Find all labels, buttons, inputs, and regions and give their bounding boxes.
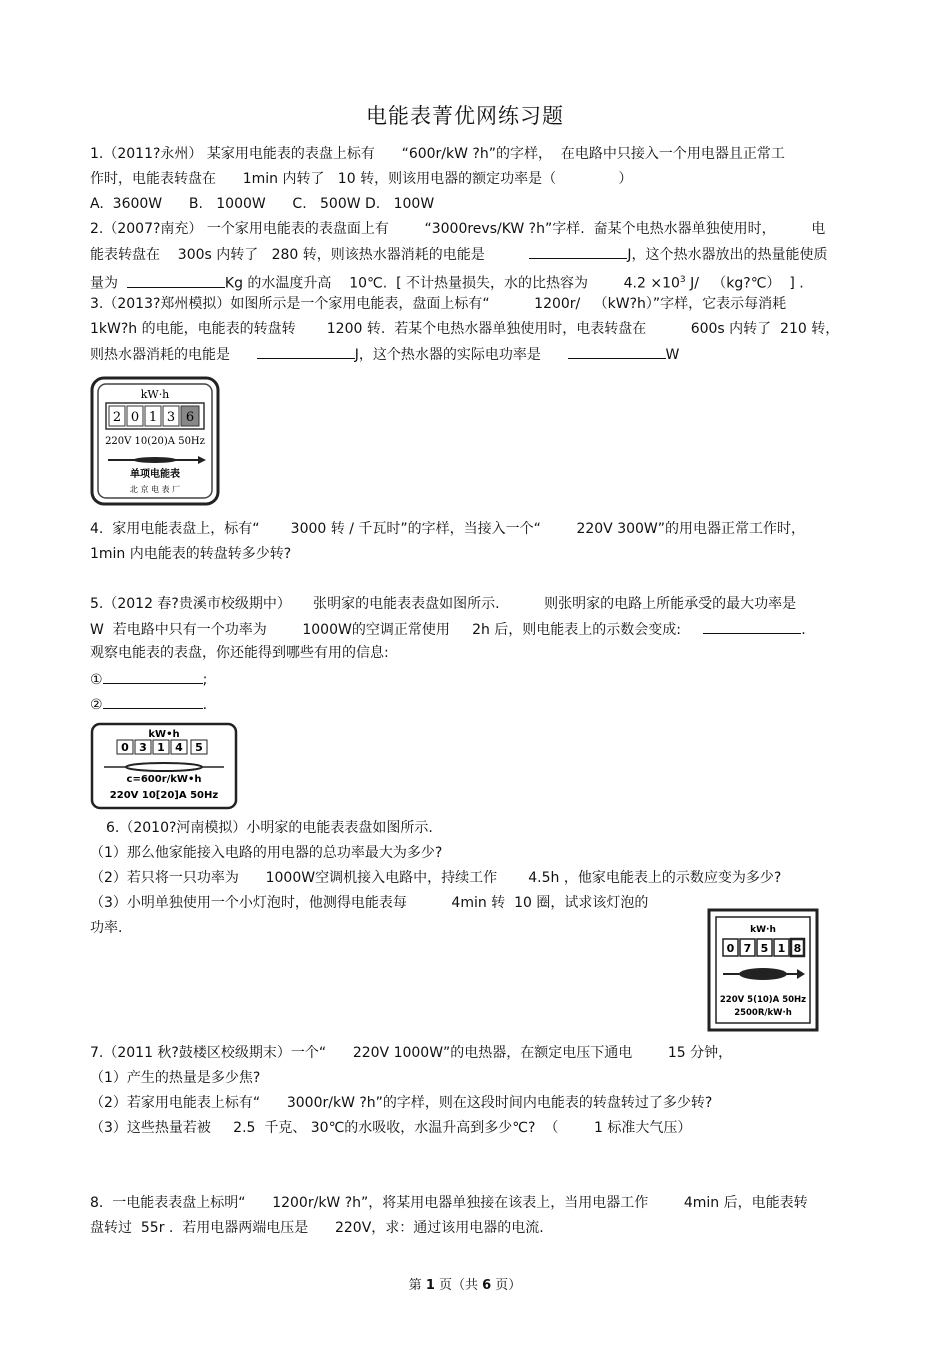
meter3-digit: 1: [777, 942, 786, 955]
meter2-digit: 1: [157, 741, 165, 754]
meter2-rate: c=600r/kW•h: [126, 774, 202, 785]
q8-line-2: 盘转过 55r . 若用电器两端电压是 220V，求：通过该用电器的电流.: [90, 1220, 544, 1236]
q5-info-1-end: ;: [202, 672, 208, 688]
q2-line-3-tail: J/ （kg?℃） ] .: [685, 275, 804, 292]
meter1-digit: 0: [130, 410, 140, 425]
q2-blank-energy[interactable]: [529, 244, 627, 259]
page-footer: [0, 1274, 930, 1293]
meter1-digit: 3: [166, 410, 176, 425]
meter2-digit: 0: [121, 741, 129, 754]
meter3-unit: kW·h: [750, 925, 776, 935]
meter1-unit: kW·h: [140, 388, 170, 401]
meter1-spec: 220V 10(20)A 50Hz: [105, 436, 205, 447]
meter2-digit: 5: [195, 741, 203, 754]
q3-line-3-unit: W: [665, 347, 680, 363]
q5-info-1: [90, 669, 207, 690]
q7-line-1: 7.（2011 秋?鼓楼区校级期末）一个“ 220V 1000W”的电热器，在额定电压下通电 15 分钟，: [90, 1045, 733, 1061]
q6-line-3: （2）若只将一只功率为 1000W空调机接入电路中，持续工作 4.5h ，他家电能表上的示数应变为多少?: [90, 870, 782, 886]
q7-line-3: （2）若家用电能表上标有“ 3000r/kW ?h”的字样，则在这段时间内电能表的转盘转过了多少转?: [90, 1095, 713, 1111]
q5-line-1: 5.（2012 春?贵溪市校级期中） 张明家的电能表表盘如图所示. 则张明家的电路上所能承受的最大功率是: [90, 596, 797, 612]
meter2-unit: kW•h: [148, 729, 180, 740]
footer-suffix: 页）: [491, 1278, 522, 1293]
meter2-disc: [126, 763, 202, 771]
meter2-digits: [117, 740, 207, 754]
footer-middle: 页（共: [434, 1278, 483, 1293]
q1-options: A. 3600W B. 1000W C. 500W D. 100W: [90, 196, 435, 212]
electric-meter-figure-3: [707, 908, 819, 1032]
meter2-digit: 4: [175, 741, 183, 754]
q3-blank-power[interactable]: [568, 344, 666, 359]
q5-info-2-end: .: [202, 697, 208, 713]
q2-line-1: 2.（2007?南充） 一个家用电能表的表盘面上有 “3000revs/KW ?h”字样. 奤某个电热水器单独使用时， 电: [90, 221, 826, 237]
meter3-digits: [723, 939, 804, 956]
q5-line-2: [90, 619, 806, 640]
q3-blank-energy[interactable]: [257, 344, 355, 359]
meter1-digit: 2: [112, 410, 122, 425]
meter3-digit: 7: [743, 942, 752, 955]
q5-line-3: 观察电能表的表盘，你还能得到哪些有用的信息:: [90, 645, 389, 661]
q6-line-5: 功率.: [90, 920, 123, 936]
q6-line-2: （1）那么他家能接入电路的用电器的总功率最大为多少?: [90, 845, 443, 861]
meter3-rate: 2500R/kW·h: [734, 1008, 792, 1018]
q5-line-2-text: W 若电路中只有一个功率为 1000W的空调正常使用 2h 后，则电能表上的示数会变成:: [90, 622, 682, 638]
meter2-spec: 220V 10[20]A 50Hz: [109, 790, 219, 801]
meter1-digits: [109, 406, 199, 426]
q5-info-2: [90, 694, 207, 715]
meter2-digit: 3: [139, 741, 147, 754]
meter1-digit: 1: [148, 410, 158, 425]
meter1-name: 单项电能表: [130, 469, 180, 480]
q2-line-2-text: 能表转盘在 300s 内转了 280 转，则该热水器消耗的电能是: [90, 247, 485, 263]
q1-line-1: 1.（2011?永州） 某家用电能表的表盘上标有 “600r/kW ?h”的字样， 在电路中只接入一个用电器且正常工: [90, 146, 785, 162]
q3-line-3-text: 则热水器消耗的电能是: [90, 347, 230, 363]
q4-line-2: 1min 内电能表的转盘转多少转?: [90, 546, 292, 562]
q5-line-2-tail: .: [801, 622, 806, 638]
q7-line-2: （1）产生的热量是多少焦?: [90, 1070, 261, 1086]
q4-line-1: 4. 家用电能表盘上，标有“ 3000 转 / 千瓦时”的字样，当接入一个“ 220V 300W”的用电器正常工作时，: [90, 521, 806, 537]
q2-blank-mass[interactable]: [127, 273, 225, 288]
meter1-digit: 6: [185, 410, 195, 425]
meter3-digit: 0: [726, 942, 735, 955]
footer-page-total: 6: [482, 1278, 492, 1293]
meter1-maker: 北 京 电 表 厂: [129, 485, 181, 494]
electric-meter-figure-2: [90, 722, 238, 810]
q3-line-1: 3.（2013?郑州模拟）如图所示是一个家用电能表，盘面上标有“ 1200r/ （kW?h）”字样，它表示每消耗: [90, 296, 787, 312]
q3-line-3: [90, 344, 679, 365]
q7-line-4: （3）这些热量若被 2.5 千克、 30℃的水吸收，水温升高到多少℃? （ 1 标准大气压）: [90, 1120, 692, 1136]
q8-line-1: 8. 一电能表表盘上标明“ 1200r/kW ?h”，将某用电器单独接在该表上，当用电器工作 4min 后，电能表转: [90, 1195, 808, 1211]
q5-blank-info-2[interactable]: [103, 694, 203, 709]
footer-page-number: 1: [425, 1278, 435, 1293]
q6-line-4: （3）小明单独使用一个小灯泡时，他测得电能表每 4min 转 10 圈，试求该灯泡的: [90, 895, 649, 911]
q2-line-2: [90, 244, 827, 265]
q6-line-1: 6.（2010?河南模拟）小明家的电能表表盘如图所示.: [106, 820, 433, 836]
q2-line-3-mid: Kg 的水温度升高 10℃. [ 不计热量损失，水的比热容为 4.2 ×10: [224, 275, 680, 292]
meter3-digit: 8: [793, 942, 802, 955]
meter1-disc: [133, 457, 177, 463]
footer-prefix: 第: [408, 1278, 426, 1293]
q3-line-3-mid: J，这个热水器的实际电功率是: [354, 347, 541, 363]
q5-circle-1: ①: [90, 672, 103, 688]
q2-line-3: [90, 270, 804, 294]
q2-line-3-text: 量为: [90, 275, 118, 292]
q5-circle-2: ②: [90, 697, 103, 713]
electric-meter-figure-1: [90, 376, 220, 506]
q3-line-2: 1kW?h 的电能，电能表的转盘转 1200 转. 若某个电热水器单独使用时，电表转盘在 600s 内转了 210 转，: [90, 321, 840, 337]
meter3-spec: 220V 5(10)A 50Hz: [719, 995, 807, 1005]
q5-blank-info-1[interactable]: [103, 669, 203, 684]
meter3-disc: [739, 968, 787, 980]
q1-line-2: 作时，电能表转盘在 1min 内转了 10 转，则该用电器的额定功率是（ ）: [90, 171, 633, 187]
q2-exponent: 3: [679, 275, 686, 285]
q2-line-2-tail: J，这个热水器放出的热量能使质: [627, 247, 828, 263]
meter3-digit: 5: [760, 942, 769, 955]
q5-blank-reading[interactable]: [703, 619, 801, 634]
page-title: 电能表菁优网练习题: [366, 104, 564, 128]
